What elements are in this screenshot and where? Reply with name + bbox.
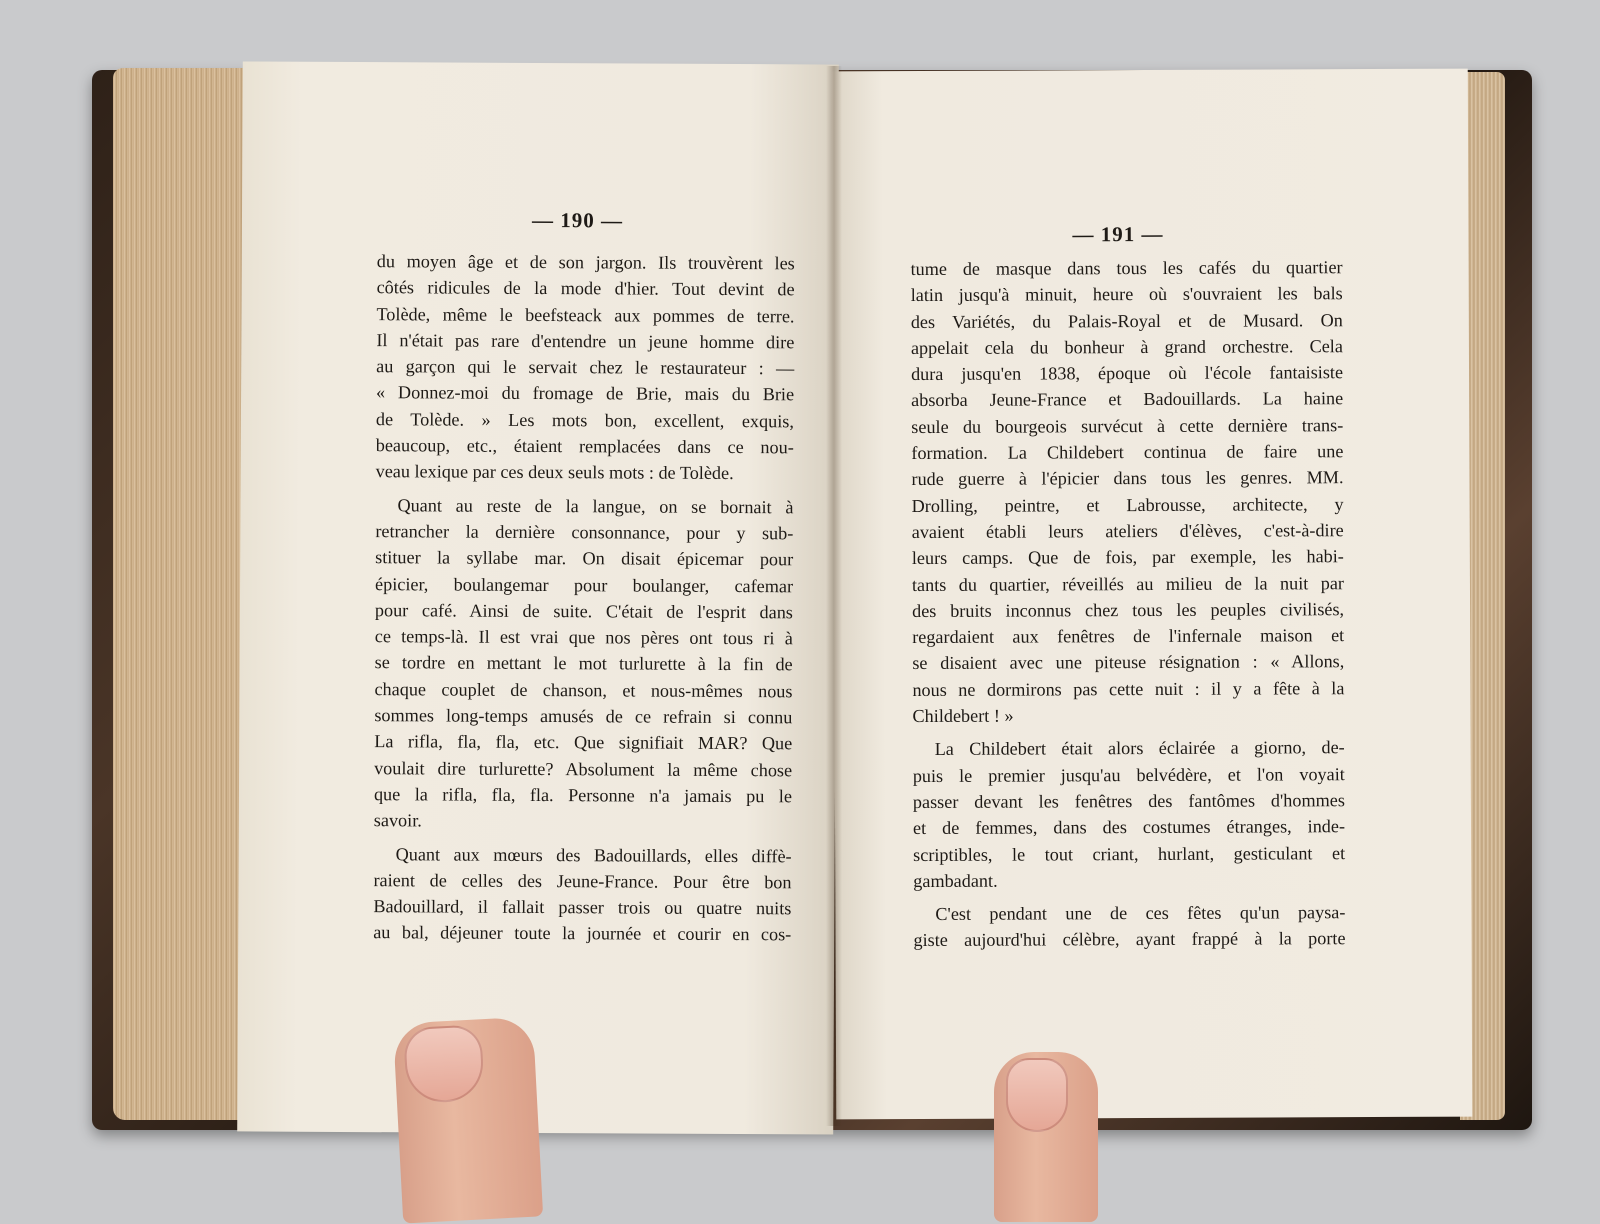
text-line: seule du bourgeois survécut à cette dernière trans-	[911, 414, 1344, 437]
text-line: giste aujourd'hui célèbre, ayant frappé à la porte	[913, 928, 1346, 951]
text-line: Il n'était pas rare d'entendre un jeune homme dire	[376, 330, 795, 353]
right-page-text	[911, 254, 1346, 954]
text-line: et de femmes, dans des costumes étranges, inde-	[912, 816, 1346, 839]
text-line: avaient établi leurs ateliers d'élèves, c'est-à-dire	[911, 520, 1344, 543]
left-finger	[393, 1016, 543, 1223]
text-line: C'est pendant une de ces fêtes qu'un paysa-	[935, 902, 1346, 925]
text-line: chaque couplet de chanson, et nous-mêmes nous	[374, 678, 793, 702]
book-gutter	[826, 66, 842, 1126]
text-line: puis le premier jusqu'au belvédère, et l'on voyait	[912, 763, 1345, 786]
text-line: des bruits inconnus chez tous les peuples civilisés,	[912, 599, 1345, 621]
text-line: beaucoup, etc., étaient remplacées dans ce nou-	[375, 435, 794, 458]
text-line: côtés ridicules de la mode d'hier. Tout devint de	[376, 277, 795, 300]
text-line: Drolling, peintre, et Labrousse, architecte, y	[911, 493, 1344, 516]
text-line: tume de masque dans tous les cafés du quartier	[910, 257, 1343, 280]
text-line: absorba Jeune-France et Badouillards. La haine	[911, 388, 1344, 411]
text-line: « Donnez-moi du fromage de Brie, mais du Brie	[376, 382, 795, 405]
page-number-left: — 190 —	[531, 207, 624, 233]
text-line: savoir.	[373, 810, 422, 831]
left-page-text	[373, 248, 795, 948]
text-line: épicier, boulangemar pour boulanger, cafemar	[375, 573, 794, 596]
text-line: latin jusqu'à minuit, heure où s'ouvraient les bals	[910, 283, 1343, 306]
text-line: Childebert ! »	[912, 705, 1014, 727]
text-line: que la rifla, fla, fla. Personne n'a jamais pu le	[373, 784, 793, 807]
text-line: voulait dire turlurette? Absolument la même chose	[374, 757, 793, 780]
page-number-right: — 191 —	[1072, 221, 1164, 247]
text-line: formation. La Childebert continua de faire une	[911, 441, 1344, 464]
text-line: pour café. Ainsi de suite. C'était de l'esprit dans	[374, 600, 793, 623]
text-line: appelait cela du bonheur à grand orchestre. Cela	[910, 336, 1343, 358]
text-line: veau lexique par ces deux seuls mots : de Tolède.	[375, 461, 734, 484]
right-fingernail	[1006, 1058, 1068, 1132]
text-line: au garçon qui le servait chez le restaurateur : —	[376, 356, 795, 379]
text-line: Badouillard, il fallait passer trois ou quatre nuits	[373, 896, 792, 919]
text-line: au bal, déjeuner toute la journée et courir en cos-	[373, 922, 792, 945]
text-line: sommes long-temps amusés de ce refrain si connu	[374, 705, 793, 728]
text-line: nous ne dormirons pas cette nuit : il y a fête à la	[912, 677, 1345, 700]
text-line: leurs camps. Que de fois, par exemple, les habi-	[911, 546, 1344, 569]
text-line: tants du quartier, réveillés au milieu de la nuit par	[911, 572, 1344, 595]
text-line: se tordre en mettant le mot turlurette à la fin de	[374, 652, 793, 675]
text-line: gambadant.	[913, 870, 998, 891]
text-line: du moyen âge et de son jargon. Ils trouvèrent les	[376, 251, 795, 274]
text-line: Quant aux mœurs des Badouillards, elles diffè-	[395, 843, 792, 866]
text-line: raient de celles des Jeune-France. Pour être bon	[373, 869, 792, 893]
text-line: regardaient aux fenêtres de l'infernale maison et	[912, 625, 1345, 648]
text-line: des Variétés, du Palais-Royal et de Musard. On	[910, 309, 1343, 332]
text-line: rude guerre à l'épicier dans tous les genres. MM.	[911, 467, 1344, 490]
text-line: scriptibles, le tout criant, hurlant, gesticulant et	[913, 842, 1346, 865]
left-page-edges	[113, 68, 253, 1120]
text-line: passer devant les fenêtres des fantômes d'hommes	[912, 790, 1345, 812]
left-page	[237, 61, 839, 1134]
text-line: ce temps-là. Il est vrai que nos pères ont tous ri à	[374, 626, 793, 649]
text-line: La rifla, fla, fla, etc. Que signifiait MAR? Que	[374, 731, 793, 754]
text-line: stituer la syllabe mar. On disait épicemar pour	[375, 547, 794, 570]
text-line: de Tolède. » Les mots bon, excellent, exquis,	[375, 408, 794, 432]
text-line: Tolède, même le beefsteack aux pommes de terre.	[376, 303, 795, 326]
left-fingernail	[403, 1024, 485, 1104]
right-finger	[994, 1052, 1098, 1222]
text-line: se disaient avec une piteuse résignation : « Allons,	[912, 651, 1345, 674]
text-line: La Childebert était alors éclairée a giorno, de-	[934, 737, 1345, 760]
text-line: retrancher la dernière consonnance, pour y sub-	[375, 521, 794, 544]
right-page	[832, 69, 1473, 1120]
text-line: dura jusqu'en 1838, époque où l'école fantaisiste	[910, 362, 1344, 385]
text-line: Quant au reste de la langue, on se bornait à	[397, 494, 794, 518]
